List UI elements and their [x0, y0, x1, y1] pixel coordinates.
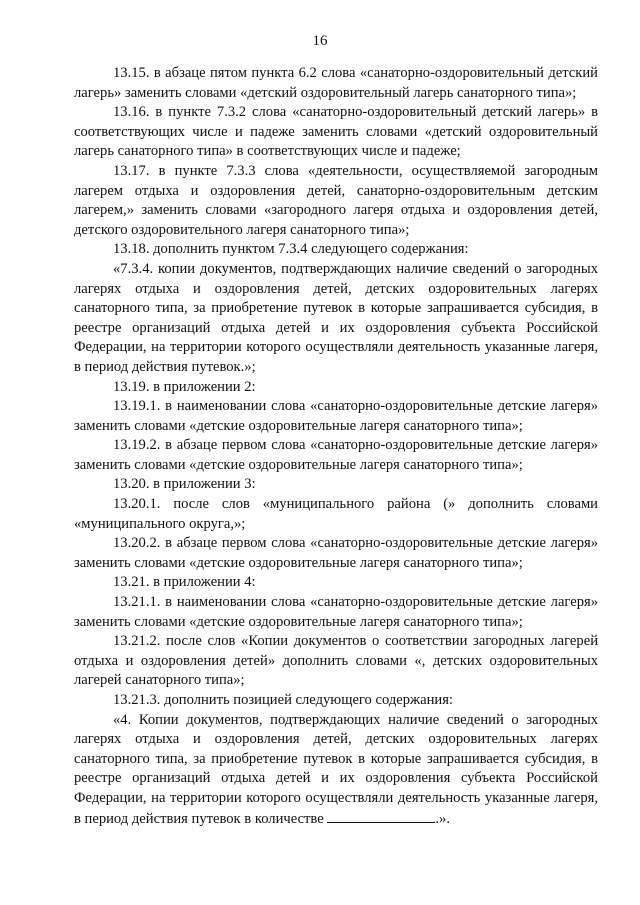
paragraph-13-21-2: 13.21.2. после слов «Копии документов о соответствии загородных лагерей отдыха и оздоровления детей» дополнить словами «, детских оздоровительных лагерей санаторного типа»;: [74, 633, 598, 689]
paragraph-13-21-1: 13.21.1. в наименовании слова «санаторно-оздоровительные детские лагеря» заменить словами «детские оздоровительные лагеря санаторного типа»;: [74, 594, 598, 630]
fill-in-blank-line: [327, 809, 435, 823]
paragraph-13-20: 13.20. в приложении 3:: [113, 476, 256, 493]
paragraph-13-21: 13.21. в приложении 4:: [113, 574, 256, 591]
document-body: [74, 64, 598, 829]
paragraph-13-19-1: 13.19.1. в наименовании слова «санаторно-оздоровительные детские лагеря» заменить словами «детские оздоровительные лагеря санаторного типа»;: [74, 398, 598, 434]
position-4-text: «4. Копии документов, подтверждающих наличие сведений о загородных лагерях отдыха и оздоровления детей, детских оздоровительных лагерях санаторного типа, за приобретение путевок в которые запрашивается субсидия, в реестре организаций отдыха детей и их оздоровления субъекта Российской Федерации, на территории которого осуществляли деятельность указанные лагеря, в период действия путевок в количестве: [74, 711, 598, 827]
paragraph-7-3-4-quote: «7.3.4. копии документов, подтверждающих наличие сведений о загородных лагерях отдыха и оздоровления детей, детских оздоровительных лагерях санаторного типа, за приобретение путевок в которые запрашивается субсидия, в реестре организаций отдыха детей и их оздоровления субъекта Российской Федерации, на территории которого осуществляли деятельность указанные лагеря, в период действия путевок.»;: [74, 260, 598, 375]
page-number: 16: [312, 33, 328, 49]
paragraph-13-20-1: 13.20.1. после слов «муниципального района (» дополнить словами «муниципального округа,»;: [74, 496, 598, 532]
paragraph-13-20-2: 13.20.2. в абзаце первом слова «санаторно-оздоровительные детские лагеря» заменить словами «детские оздоровительные лагеря санаторного типа»;: [74, 535, 598, 571]
paragraph-13-19: 13.19. в приложении 2:: [113, 378, 256, 395]
paragraph-13-18: 13.18. дополнить пунктом 7.3.4 следующего содержания:: [113, 241, 469, 258]
paragraph-13-17: 13.17. в пункте 7.3.3 слова «деятельности, осуществляемой загородным лагерем отдыха и оздоровления детей, санаторно-оздоровительным детским лагерем,» заменить словами «загородного лагеря отдыха и оздоровления детей, детского оздоровительного лагеря санаторного типа»;: [74, 162, 598, 238]
paragraph-13-19-2: 13.19.2. в абзаце первом слова «санаторно-оздоровительные детские лагеря» заменить словами «детские оздоровительные лагеря санаторного типа»;: [74, 437, 598, 473]
paragraph-13-21-3: 13.21.3. дополнить позицией следующего содержания:: [113, 692, 453, 708]
paragraph-position-4-quote: [74, 711, 598, 830]
paragraph-13-15: 13.15. в абзаце пятом пункта 6.2 слова «санаторно-оздоровительный детский лагерь» заменить словами «детский оздоровительный лагерь санаторного типа»;: [74, 65, 598, 101]
paragraph-13-16: 13.16. в пункте 7.3.2 слова «санаторно-оздоровительный детский лагерь» в соответствующих числе и падеже заменить словами «детский оздоровительный лагерь санаторного типа» в соответствующих числе и падеже;: [74, 104, 598, 160]
position-4-ending: .».: [435, 810, 450, 827]
